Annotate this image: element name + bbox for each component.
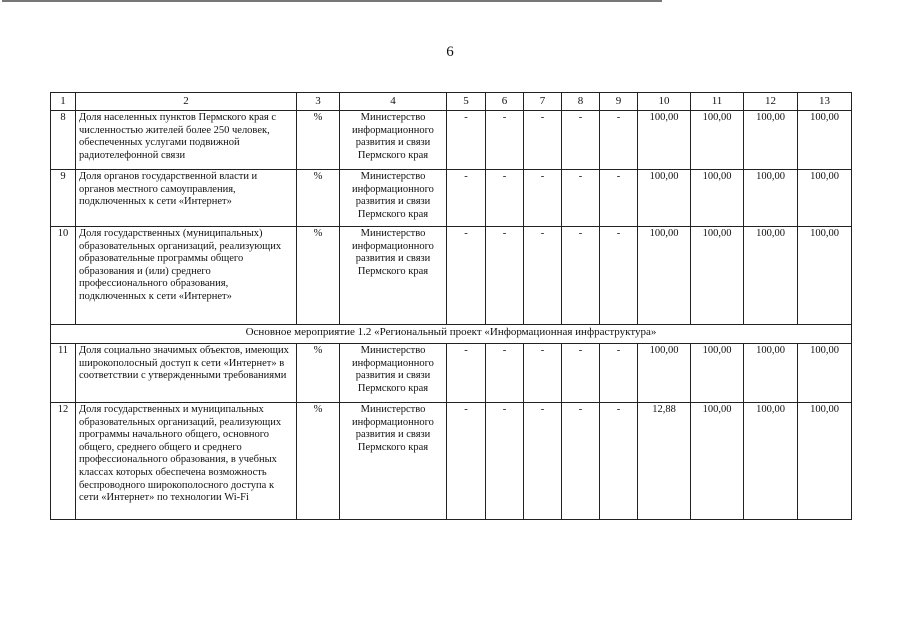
- indicators-table: [50, 92, 852, 520]
- table-row: [51, 344, 852, 403]
- row-number: 10: [51, 227, 76, 325]
- indicator-name: Доля населенных пунктов Пермского края с численностью жителей более 250 человек, обеспеченных услугами подвижной радиотелефонной связи: [76, 111, 297, 170]
- value-cell-6: -: [486, 170, 524, 227]
- value-cell-5: -: [447, 227, 486, 325]
- value-cell-5: -: [447, 111, 486, 170]
- unit-cell: %: [297, 403, 340, 520]
- unit-cell: %: [297, 111, 340, 170]
- unit-cell: %: [297, 227, 340, 325]
- value-cell-8: -: [562, 227, 600, 325]
- header-cell: 9: [600, 93, 638, 111]
- row-number: 9: [51, 170, 76, 227]
- value-cell-6: -: [486, 111, 524, 170]
- value-cell-9: -: [600, 170, 638, 227]
- value-cell-13: 100,00: [798, 111, 852, 170]
- value-cell-6: -: [486, 227, 524, 325]
- value-cell-8: -: [562, 170, 600, 227]
- value-cell-8: -: [562, 111, 600, 170]
- header-cell: 5: [447, 93, 486, 111]
- value-cell-10: 100,00: [638, 170, 691, 227]
- value-cell-8: -: [562, 344, 600, 403]
- value-cell-8: -: [562, 403, 600, 520]
- unit-cell: %: [297, 170, 340, 227]
- value-cell-13: 100,00: [798, 227, 852, 325]
- value-cell-10: 100,00: [638, 344, 691, 403]
- value-cell-12: 100,00: [744, 227, 798, 325]
- value-cell-12: 100,00: [744, 344, 798, 403]
- value-cell-7: -: [524, 344, 562, 403]
- value-cell-9: -: [600, 227, 638, 325]
- header-cell: 10: [638, 93, 691, 111]
- value-cell-12: 100,00: [744, 403, 798, 520]
- value-cell-13: 100,00: [798, 170, 852, 227]
- header-cell: 6: [486, 93, 524, 111]
- value-cell-10: 100,00: [638, 111, 691, 170]
- value-cell-6: -: [486, 403, 524, 520]
- table-row: [51, 227, 852, 325]
- value-cell-11: 100,00: [691, 403, 744, 520]
- value-cell-9: -: [600, 344, 638, 403]
- value-cell-11: 100,00: [691, 170, 744, 227]
- value-cell-11: 100,00: [691, 344, 744, 403]
- value-cell-13: 100,00: [798, 344, 852, 403]
- header-cell: 7: [524, 93, 562, 111]
- value-cell-12: 100,00: [744, 111, 798, 170]
- header-cell: 11: [691, 93, 744, 111]
- value-cell-7: -: [524, 111, 562, 170]
- indicator-name: Доля государственных и муниципальных образовательных организаций, реализующих программы начального общего, основного общего, среднего общего и среднего профессионального образования, в учебных классах которых обеспечена возможность беспроводного широкополосного доступа к сети «Интернет» по технологии Wi-Fi: [76, 403, 297, 520]
- table-row: [51, 403, 852, 520]
- page-number: 6: [446, 44, 454, 60]
- header-row: [51, 93, 852, 111]
- value-cell-5: -: [447, 403, 486, 520]
- indicator-name: Доля государственных (муниципальных) образовательных организаций, реализующих образовательные программы общего образования и (или) среднего профессионального образования, подключенных к сети «Интернет»: [76, 227, 297, 325]
- row-number: 11: [51, 344, 76, 403]
- value-cell-11: 100,00: [691, 227, 744, 325]
- value-cell-7: -: [524, 170, 562, 227]
- value-cell-11: 100,00: [691, 111, 744, 170]
- value-cell-9: -: [600, 111, 638, 170]
- header-cell: 1: [51, 93, 76, 111]
- responsible-cell: Министерство информационного развития и связи Пермского края: [340, 111, 447, 170]
- value-cell-9: -: [600, 403, 638, 520]
- unit-cell: %: [297, 344, 340, 403]
- indicator-name: Доля социально значимых объектов, имеющих широкополосный доступ к сети «Интернет» в соответствии с утвержденными требованиями: [76, 344, 297, 403]
- value-cell-13: 100,00: [798, 403, 852, 520]
- header-cell: 4: [340, 93, 447, 111]
- value-cell-12: 100,00: [744, 170, 798, 227]
- header-cell: 3: [297, 93, 340, 111]
- responsible-cell: Министерство информационного развития и связи Пермского края: [340, 403, 447, 520]
- section-title: Основное мероприятие 1.2 «Региональный проект «Информационная инфраструктура»: [51, 325, 852, 344]
- value-cell-10: 100,00: [638, 227, 691, 325]
- row-number: 12: [51, 403, 76, 520]
- header-cell: 12: [744, 93, 798, 111]
- value-cell-7: -: [524, 403, 562, 520]
- header-cell: 13: [798, 93, 852, 111]
- table-row: [51, 111, 852, 170]
- value-cell-6: -: [486, 344, 524, 403]
- header-cell: 8: [562, 93, 600, 111]
- table-row: [51, 170, 852, 227]
- value-cell-7: -: [524, 227, 562, 325]
- top-border-line: [2, 0, 662, 2]
- responsible-cell: Министерство информационного развития и связи Пермского края: [340, 170, 447, 227]
- value-cell-5: -: [447, 170, 486, 227]
- responsible-cell: Министерство информационного развития и связи Пермского края: [340, 344, 447, 403]
- value-cell-5: -: [447, 344, 486, 403]
- value-cell-10: 12,88: [638, 403, 691, 520]
- header-cell: 2: [76, 93, 297, 111]
- responsible-cell: Министерство информационного развития и связи Пермского края: [340, 227, 447, 325]
- section-row: [51, 325, 852, 344]
- row-number: 8: [51, 111, 76, 170]
- indicator-name: Доля органов государственной власти и органов местного самоуправления, подключенных к сети «Интернет»: [76, 170, 297, 227]
